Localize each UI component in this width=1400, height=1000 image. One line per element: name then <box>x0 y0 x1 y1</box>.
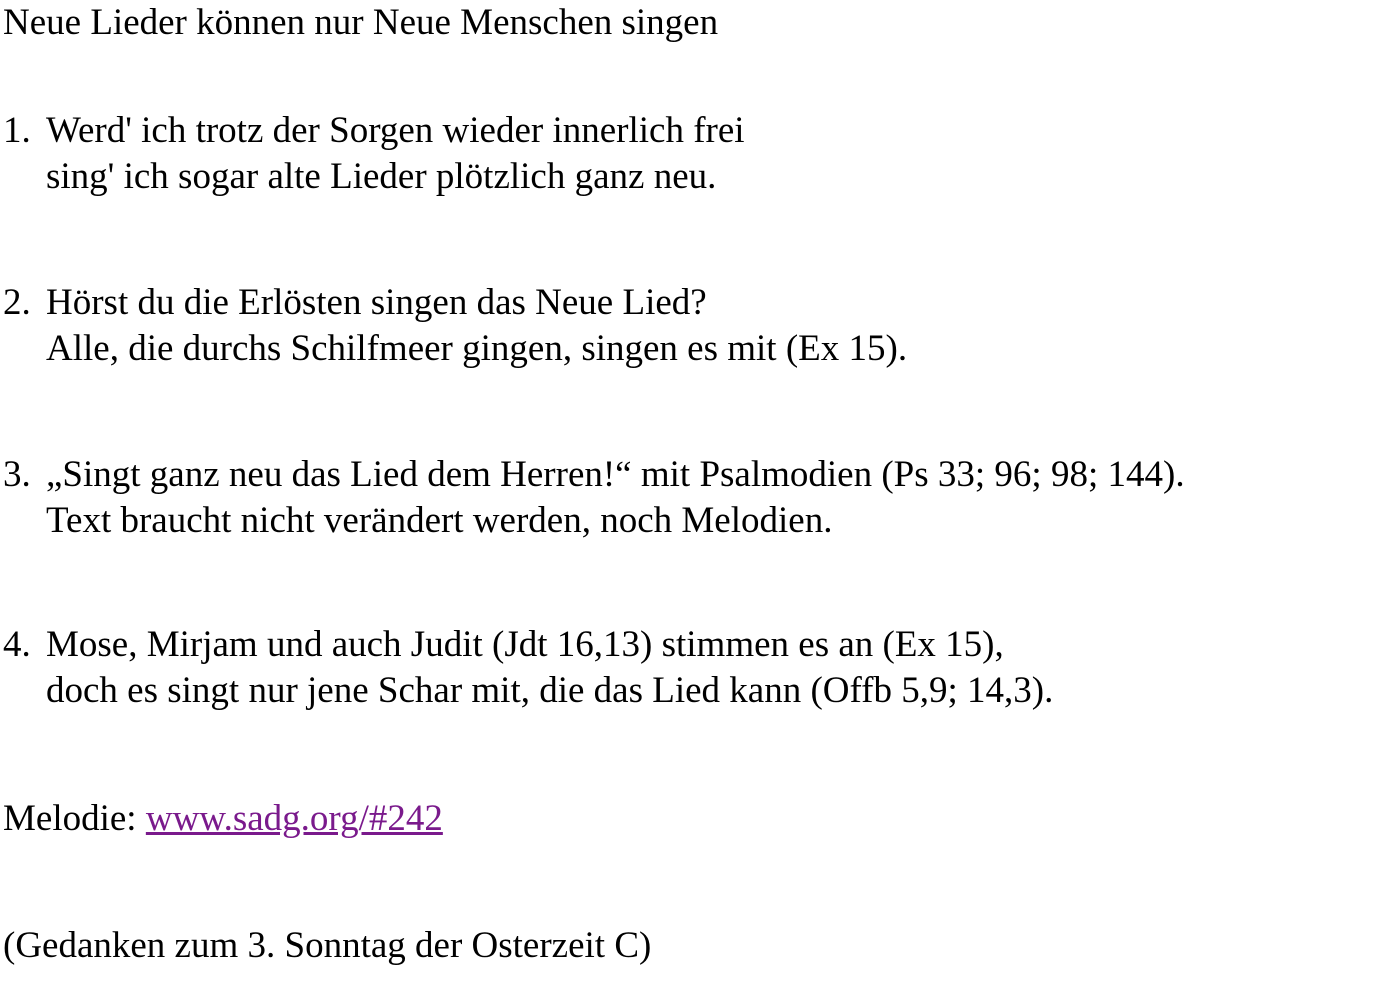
stanza-number: 4. <box>3 624 31 665</box>
stanza-number: 2. <box>3 282 31 323</box>
stanza-line-2: sing' ich sogar alte Lieder plötzlich ganz neu. <box>46 156 717 197</box>
stanza-text: Hörst du die Erlösten singen das Neue Lied? <box>46 282 707 323</box>
stanza-number: 1. <box>3 110 31 151</box>
stanza-line-1 <box>3 108 745 154</box>
stanza-text: Werd' ich trotz der Sorgen wieder innerlich frei <box>46 110 745 151</box>
melodie-link[interactable]: www.sadg.org/#242 <box>145 798 443 839</box>
stanza-number: 3. <box>3 454 31 495</box>
melodie-label: Melodie: <box>3 798 146 839</box>
stanza-4 <box>3 622 1053 714</box>
melodie-line <box>3 796 443 842</box>
poem-title: Neue Lieder können nur Neue Menschen singen <box>3 2 719 43</box>
stanza-1 <box>3 108 745 200</box>
stanza-line-1 <box>3 452 1185 498</box>
stanza-line-2: Alle, die durchs Schilfmeer gingen, singen es mit (Ex 15). <box>46 328 908 369</box>
stanza-line-2: doch es singt nur jene Schar mit, die das Lied kann (Offb 5,9; 14,3). <box>46 670 1054 711</box>
footer-note: (Gedanken zum 3. Sonntag der Osterzeit C) <box>3 925 652 966</box>
stanza-line-2: Text braucht nicht verändert werden, noch Melodien. <box>46 500 833 541</box>
stanza-text: „Singt ganz neu das Lied dem Herren!“ mit Psalmodien (Ps 33; 96; 98; 144). <box>46 454 1185 495</box>
stanza-line-1 <box>3 622 1053 668</box>
stanza-2 <box>3 280 907 372</box>
stanza-3 <box>3 452 1185 544</box>
stanza-line-1 <box>3 280 907 326</box>
stanza-text: Mose, Mirjam und auch Judit (Jdt 16,13) stimmen es an (Ex 15), <box>46 624 1004 665</box>
